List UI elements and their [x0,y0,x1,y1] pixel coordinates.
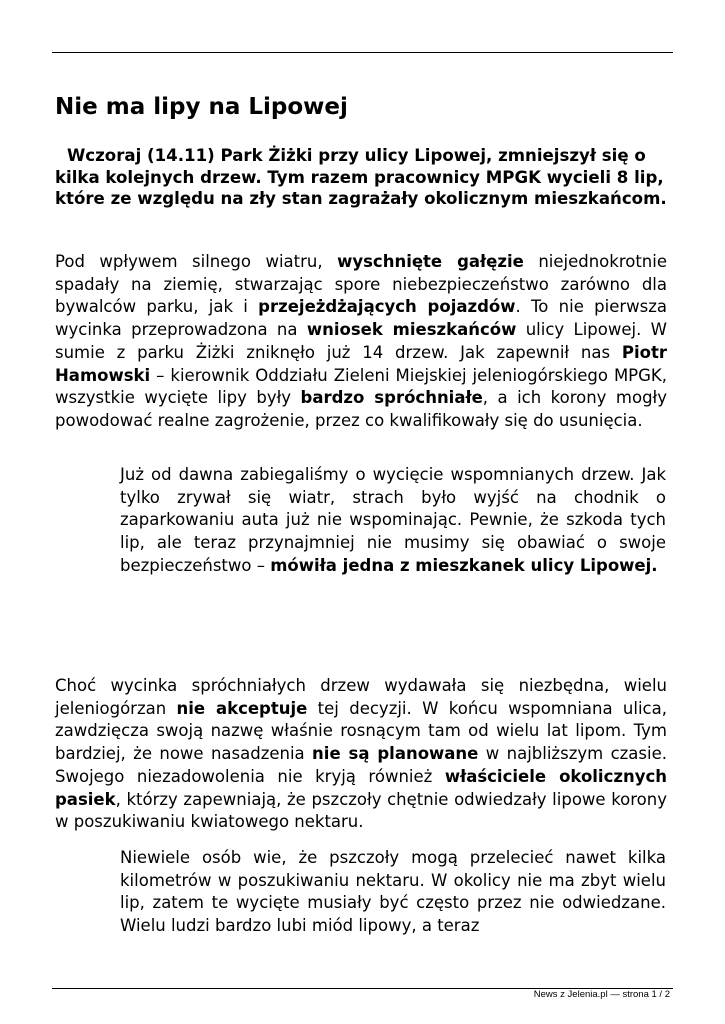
paragraph-text: ulicy Lipowej. W sumie z parku Żiżki zniknęło już 14 drzew. Jak zapewnił nas [55,320,667,362]
paragraph-text: tej decyzji. W końcu wspomniana ulica, zawdzięcza swoją nazwę właśnie rosnącym tam od wielu lat lipom. Tym bardziej, że nowe nasadzenia [55,698,667,764]
quote-attribution: mówiła jedna z mieszkanek ulicy Lipowej. [270,555,658,575]
emphasis: wniosek mieszkańców [306,320,517,340]
quote-2 [120,847,666,938]
paragraph-text: , którzy zapewniają, że pszczoły chętnie odwiedzały lipowe korony w poszukiwaniu kwiatowego nektaru. [55,789,667,832]
emphasis: nie są planowane [312,744,479,764]
quote-text: Niewiele osób wie, że pszczoły mogą przelecieć nawet kilka kilometrów w poszukiwaniu nektaru. W okolicy nie ma zbyt wielu lip, zatem te wycięte musiały być często przez nie odwiedzane. Wielu ludzi bardzo lubi miód lipowy, a teraz [120,848,666,936]
emphasis: przejeżdżających pojazdów [258,297,516,317]
paragraph-text: Choć wycinka spróchniałych drzew wydawała się niezbędna, wielu jeleniogórzan [55,676,667,718]
header-rule [52,52,673,53]
paragraph-text: w najbliższym czasie. Swojego niezadowolenia nie kryją również [55,744,667,786]
article-title: Nie ma lipy na Lipowej [55,94,348,120]
lead-text: Wczoraj (14.11) Park Żiżki przy ulicy Lipowej, zmniejszył się o kilka kolejnych drzew. Tym razem pracownicy MPGK wycieli 8 lip, które ze względu na zły stan zagrażały okolicznym mieszkańcom. [55,146,667,208]
paragraph-text: Pod wpływem silnego wiatru, [55,252,338,271]
emphasis: nie akceptuje [176,698,308,718]
emphasis: bardzo spróchniałe [300,388,483,408]
page-footer: News z Jelenia.pl — strona 1 / 2 [533,989,670,1000]
quote-1 [120,464,666,578]
emphasis: wyschnięte gałęzie [337,252,524,271]
paragraph-text: . To nie pierwsza wycinka przeprowadzona na [55,297,667,340]
paragraph-1 [55,251,667,433]
paragraph-2 [55,675,667,834]
paragraph-text: , a ich korony mogły powodować realne zagrożenie, przez co kwalifikowały się do usunięcia. [55,388,668,430]
emphasis: właściciele okolicznych pasiek [55,766,668,809]
quote-text: Już od dawna zabiegaliśmy o wycięcie wspomnianych drzew. Jak tylko zrywał się wiatr, strach było wyjść na chodnik o zaparkowaniu auta już nie wspominając. Pewnie, że szkoda tych lip, ale teraz przynajmniej nie musimy się obawiać o swoje bezpieczeństwo – [120,465,666,575]
paragraph-text: – kierownik Oddziału Zieleni Miejskiej jeleniogórskiego MPGK, wszystkie wycięte lipy były [55,365,667,408]
article-lead [55,145,667,210]
emphasis: Piotr Hamowski [55,342,667,385]
paragraph-text: niejednokrotnie spadały na ziemię, stwarzając spore niebezpieczeństwo zarówno dla bywalców parku, jak i [55,252,668,317]
